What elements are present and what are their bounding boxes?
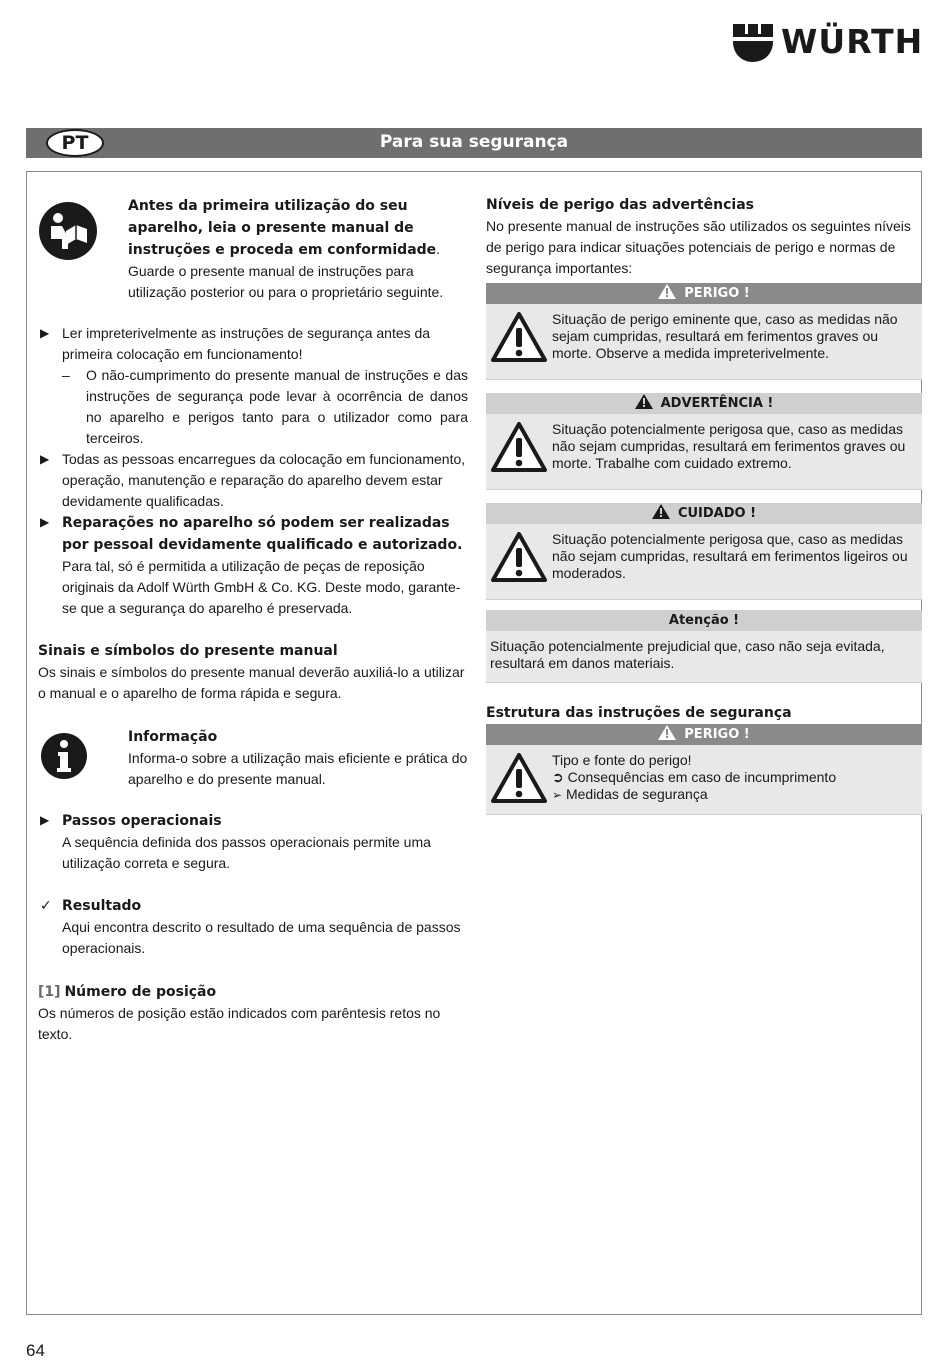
position-text: Os números de posição estão indicados com parêntesis retos no texto. [38, 1005, 441, 1042]
structure-box [486, 724, 922, 815]
info-icon [40, 732, 88, 780]
signs-heading: Sinais e símbolos do presente manual [38, 643, 338, 659]
warning-small-icon [658, 284, 676, 299]
levels-heading: Níveis de perigo das advertências [486, 197, 754, 213]
position-heading: Número de posição [64, 984, 217, 1000]
result-heading: Resultado [62, 898, 142, 914]
warning-text: Situação potencialmente perigosa que, caso as medidas não sejam cumpridas, resultará em ferimentos graves ou morte. Trabalhe com cuidado extremo. [552, 421, 906, 471]
warning-triangle-icon [490, 421, 548, 473]
structure-line-consequence: Consequências em caso de incumprimento [567, 769, 837, 785]
logo-text: WÜRTH [781, 21, 924, 61]
dash-item [38, 365, 468, 449]
intro-block [38, 195, 468, 303]
wurth-emblem-icon [733, 20, 773, 62]
left-column [38, 195, 468, 1045]
measure-chevron-icon: ➢ [552, 788, 563, 802]
structure-box-header [486, 724, 922, 745]
read-manual-icon [38, 201, 98, 261]
checkmark-icon: ✓ [40, 897, 52, 913]
info-heading: Informação [128, 729, 218, 745]
danger-label: PERIGO ! [684, 286, 750, 301]
info-block [38, 726, 468, 790]
bullet-triangle-icon: ▶ [40, 515, 50, 529]
position-bracket: [1] [38, 984, 61, 1000]
right-column [486, 195, 922, 815]
structure-line-measures: Medidas de segurança [565, 786, 708, 802]
structure-heading: Estrutura das instruções de segurança [486, 705, 792, 721]
wurth-logo [733, 20, 923, 62]
warning-triangle-icon [490, 311, 548, 363]
steps-item [38, 810, 468, 874]
bullet-text: Para tal, só é permitida a utilização de peças de reposição originais da Adolf Würth GmbH & Co. KG. Deste modo, garante-se que a segurança do aparelho é preservada. [62, 558, 461, 616]
bullet-bold-text: Reparações no aparelho só podem ser realizadas por pessoal devidamente qualificado e autorizado. [62, 515, 463, 553]
bullet-triangle-icon: ▶ [40, 326, 50, 340]
warning-small-icon [635, 394, 653, 409]
section-header [26, 128, 922, 158]
warning-triangle-icon [490, 531, 548, 583]
bullet-item [38, 512, 468, 619]
danger-box-header [486, 283, 922, 304]
structure-line-type: Tipo e fonte do perigo! [552, 752, 692, 768]
intro-text: Guarde o presente manual de instruções para utilização posterior ou para o proprietário seguinte. [128, 263, 444, 300]
bullet-text: Todas as pessoas encarregues da colocação em funcionamento, operação, manutenção e reparação do aparelho devem estar devidamente qualificadas. [62, 451, 466, 509]
steps-text: A sequência definida dos passos operacionais permite uma utilização correta e segura. [62, 834, 431, 871]
signs-text: Os sinais e símbolos do presente manual deverão auxiliá-lo a utilizar o manual e o aparelho de forma rápida e segura. [38, 664, 465, 701]
danger-text: Situação de perigo eminente que, caso as medidas não sejam cumpridas, resultará em ferimentos graves ou morte. Observe a medida impreterivelmente. [552, 311, 898, 361]
warning-box-header [486, 393, 922, 414]
bullet-triangle-icon: ▶ [40, 813, 50, 827]
info-text: Informa-o sobre a utilização mais eficiente e prática do aparelho e do presente manual. [128, 750, 468, 787]
warning-box [486, 393, 922, 490]
steps-heading: Passos operacionais [62, 813, 222, 829]
warning-small-icon [652, 504, 670, 519]
dash-marker: – [62, 367, 70, 383]
notice-box [486, 610, 922, 683]
caution-box-header [486, 503, 922, 524]
dash-text: O não-cumprimento do presente manual de instruções e das instruções de segurança pode levar à ocorrência de danos no aparelho e perigos tanto para o utilizador como para terceiros. [86, 367, 468, 446]
notice-label: Atenção ! [486, 610, 922, 631]
warning-small-icon [658, 725, 676, 740]
result-text: Aqui encontra descrito o resultado de uma sequência de passos operacionais. [62, 919, 461, 956]
warning-label: ADVERTÊNCIA ! [660, 396, 774, 411]
position-heading-row [38, 981, 468, 1003]
result-item [38, 895, 468, 959]
bullet-item [38, 449, 468, 512]
levels-text: No presente manual de instruções são utilizados os seguintes níveis de perigo para indicar situações potenciais de perigo e normas de segurança importantes: [486, 218, 911, 276]
page-title: Para sua segurança [379, 132, 569, 152]
bullet-item [38, 323, 468, 365]
warning-triangle-icon [490, 752, 548, 804]
intro-period: . [436, 241, 441, 257]
consequence-arrow-icon: ➲ [552, 769, 564, 785]
language-code: PT [61, 132, 89, 154]
bullet-triangle-icon: ▶ [40, 452, 50, 466]
caution-text: Situação potencialmente perigosa que, caso as medidas não sejam cumpridas, resultará em ferimentos ligeiros ou moderados. [552, 531, 908, 581]
intro-bold-text: Antes da primeira utilização do seu aparelho, leia o presente manual de instruções e proceda em conformidade [128, 198, 437, 258]
caution-box [486, 503, 922, 600]
notice-text: Situação potencialmente prejudicial que, caso não seja evitada, resultará em danos materiais. [490, 638, 885, 671]
bullet-text: Ler impreterivelmente as instruções de segurança antes da primeira colocação em funcionamento! [62, 325, 431, 362]
page-number: 64 [26, 1341, 45, 1360]
danger-box [486, 283, 922, 380]
caution-label: CUIDADO ! [677, 506, 757, 521]
structure-label: PERIGO ! [684, 727, 750, 742]
